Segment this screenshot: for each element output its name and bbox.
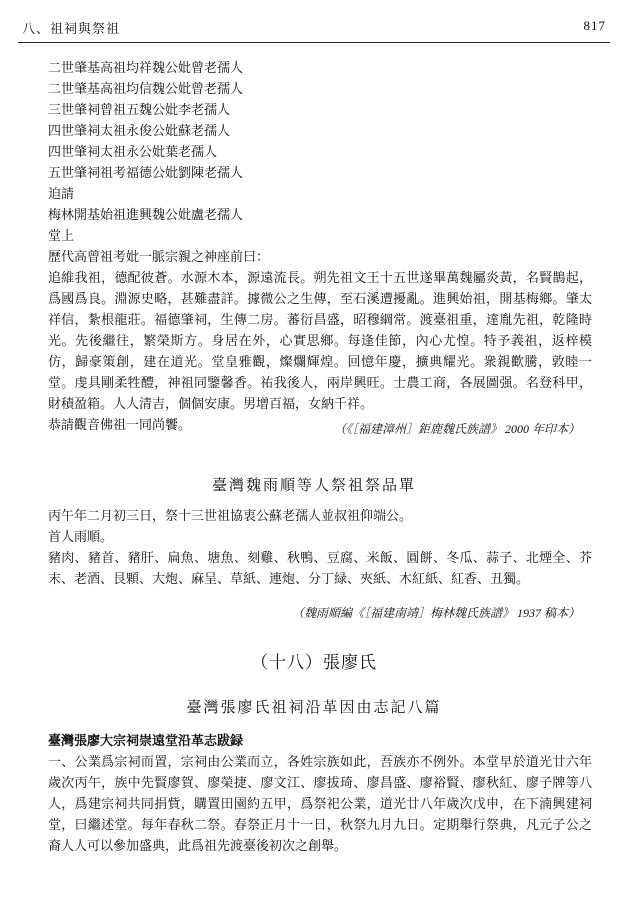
closing-line: 恭請觀音佛祖一同尚饗。 xyxy=(48,418,192,433)
history-block xyxy=(48,752,592,857)
list-line: 堂上 xyxy=(48,229,75,244)
list-line: 梅林開基始祖進興魏公妣盧老孺人 xyxy=(48,208,244,223)
prayer-text: 追維我祖，德配彼蒼。水源木本，源遠流長。朔先祖文王十五世遂畢萬魏屬炎黃，名賢鵲起，爲國爲良。淵源史略，甚難盡詳。據微公之生傳，至石溪遭擾亂。進興始祖，開基梅鄉。肇太祥信，紮根龍莊。福德肇祠，生傳二房。蕃衍昌盛，昭穆綱常。渡臺祖重，達胤先祖，乾隆時光。先後繼往，繁榮斯方。身居在外，心實思鄉。每逢佳節，內心尤惶。特予義祖，返梓模仿，歸豪策創，建在道光。堂皇雅觀，燦爛輝煌。回憶年慶，擴典耀光。衆親歡騰，敦睦一堂。虔具剛柔牲醴，神祖同鑒馨香。祐我後人，兩岸興旺。士農工商，各展圖强。名登科甲，財積盈箱。人人清吉，個個安康。男增百福，女納千祥。 xyxy=(48,271,592,412)
section-title-offering-list: 臺灣魏雨順等人祭祖祭品單 xyxy=(211,476,416,494)
leader-line: 首人雨順。 xyxy=(48,530,114,545)
chapter-heading: 八、祖祠與祭祖 xyxy=(22,22,121,37)
list-line: 三世肇祠曾祖五魏公妣李老孺人 xyxy=(48,103,231,118)
clan-section-heading: （十八）張廖氏 xyxy=(251,653,377,673)
page-number: 817 xyxy=(583,18,606,33)
source-citation-2: （魏雨順編《［福建南靖］梅林魏氏族譜》 1937 稿本） xyxy=(291,606,580,620)
list-line: 五世肇祠祖考福德公妣劉陳老孺人 xyxy=(48,166,244,181)
history-text: 一、公業爲宗祠而置，宗祠由公業而立，各姓宗族如此，吾族亦不例外。本堂早於道光廿六年歲次丙午，族中先賢廖賀、廖榮捷、廖文江、廖拔琦、廖昌盛、廖裕賢、廖秋紅、廖子牌等八人，爲建宗祠共同捐貲，購置田園約五甲，爲祭祀公業，道光廿八年歲次戊申，在下湳興建祠堂，曰繼述堂。每年春秋二祭。春祭正月十一日，秋祭九月九日。定期舉行祭典，凡元子公之裔人人可以參加盛典，此爲祖先渡臺後初次之創舉。 xyxy=(48,755,592,854)
list-line: 四世肇祠太祖永公妣葉老孺人 xyxy=(48,145,218,160)
list-line: 二世肇基高祖均信魏公妣曾老孺人 xyxy=(48,82,244,97)
source-citation-1: （《［福建漳州］鉅鹿魏氏族譜》 2000 年印本） xyxy=(333,422,580,436)
list-line: 四世肇祠太祖永俊公妣蘇老孺人 xyxy=(48,124,231,139)
section-title-ancestral-hall: 臺灣張廖氏祖祠沿革因由志記八篇 xyxy=(186,698,442,716)
page-header xyxy=(22,14,606,40)
list-line: 歷代高曾祖考妣一脈宗親之神座前曰： xyxy=(48,250,270,265)
prayer-paragraph xyxy=(48,268,592,436)
header-rule xyxy=(18,42,610,43)
list-line: 迫請 xyxy=(48,187,75,202)
offering-block xyxy=(48,506,592,590)
ancestor-list xyxy=(48,58,592,268)
list-line: 二世肇基高祖均祥魏公妣曾老孺人 xyxy=(48,61,244,76)
offering-items: 豬肉、豬首、豬肝、扁魚、塘魚、刻雞、秋鴨、豆腐、米飯、圓餅、冬瓜、蒜子、北煙全、芥末、老酒、艮顆、大炮、麻呈、草紙、連炮、分丁緑、夾紙、木紅紙、紅香、丑獨。 xyxy=(48,551,592,587)
subsection-heading: 臺灣張廖大宗祠崇遠堂沿革志跋録 xyxy=(48,734,244,749)
date-line: 丙午年二月初三日，祭十三世祖協衷公蘇老孺人並叔祖仰端公。 xyxy=(48,509,413,524)
